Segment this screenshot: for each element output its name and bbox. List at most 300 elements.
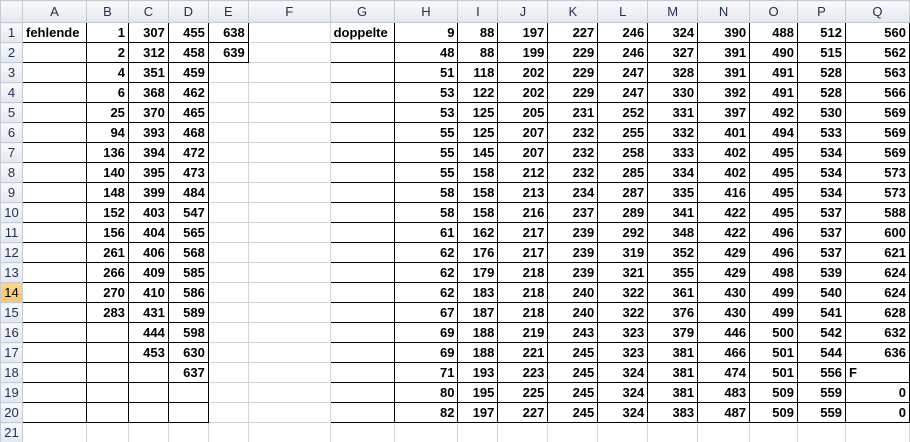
cell[interactable]: 69 [394, 323, 458, 343]
cell[interactable]: 239 [548, 223, 598, 243]
cell[interactable] [22, 43, 86, 63]
cell[interactable]: 586 [168, 283, 208, 303]
cell[interactable]: 323 [598, 343, 648, 363]
cell[interactable]: 188 [458, 343, 498, 363]
row-header[interactable]: 13 [1, 263, 23, 283]
cell[interactable] [598, 423, 648, 442]
cell[interactable] [22, 303, 86, 323]
cell[interactable]: 453 [128, 343, 168, 363]
cell[interactable]: 202 [498, 63, 548, 83]
cell[interactable]: 6 [86, 83, 128, 103]
cell[interactable]: 207 [498, 123, 548, 143]
cell[interactable] [208, 243, 248, 263]
cell[interactable]: 229 [548, 63, 598, 83]
cell[interactable]: 537 [798, 243, 846, 263]
cell[interactable] [394, 423, 458, 442]
cell[interactable]: 335 [648, 183, 698, 203]
cell[interactable]: 370 [128, 103, 168, 123]
cell[interactable]: 202 [498, 83, 548, 103]
cell[interactable]: 462 [168, 83, 208, 103]
cell[interactable]: 495 [750, 163, 798, 183]
cell[interactable] [798, 423, 846, 442]
cell[interactable]: 327 [648, 43, 698, 63]
cell[interactable] [248, 423, 330, 442]
cell[interactable] [330, 303, 394, 323]
cell[interactable] [698, 423, 750, 442]
cell[interactable] [208, 203, 248, 223]
column-header-m[interactable]: M [648, 1, 698, 23]
cell[interactable]: 240 [548, 283, 598, 303]
cell[interactable]: 332 [648, 123, 698, 143]
cell[interactable]: 573 [845, 183, 909, 203]
cell[interactable] [548, 423, 598, 442]
cell[interactable] [330, 183, 394, 203]
cell[interactable]: 498 [750, 263, 798, 283]
cell[interactable]: 58 [394, 203, 458, 223]
cell[interactable] [248, 403, 330, 423]
cell[interactable]: 195 [458, 383, 498, 403]
cell[interactable]: 410 [128, 283, 168, 303]
cell[interactable]: 499 [750, 283, 798, 303]
cell[interactable] [168, 423, 208, 442]
cell[interactable]: 0 [845, 383, 909, 403]
cell[interactable]: 322 [598, 303, 648, 323]
cell[interactable]: 333 [648, 143, 698, 163]
cell[interactable]: 491 [750, 63, 798, 83]
cell[interactable] [458, 423, 498, 442]
cell[interactable]: 528 [798, 83, 846, 103]
cell[interactable] [248, 303, 330, 323]
cell[interactable]: 383 [648, 403, 698, 423]
row-header[interactable]: 8 [1, 163, 23, 183]
cell[interactable]: 237 [548, 203, 598, 223]
cell[interactable]: 62 [394, 283, 458, 303]
cell[interactable]: 55 [394, 123, 458, 143]
cell[interactable] [330, 323, 394, 343]
cell[interactable]: 219 [498, 323, 548, 343]
row-header[interactable]: 19 [1, 383, 23, 403]
cell[interactable] [330, 283, 394, 303]
cell[interactable]: 501 [750, 363, 798, 383]
cell[interactable]: 638 [208, 23, 248, 43]
cell[interactable]: 324 [598, 363, 648, 383]
cell[interactable]: 637 [168, 363, 208, 383]
cell[interactable] [168, 383, 208, 403]
cell[interactable]: 88 [458, 43, 498, 63]
cell[interactable]: 82 [394, 403, 458, 423]
cell[interactable]: 246 [598, 43, 648, 63]
cell[interactable] [330, 123, 394, 143]
cell[interactable]: 621 [845, 243, 909, 263]
cell[interactable] [208, 303, 248, 323]
cell[interactable]: 391 [698, 63, 750, 83]
row-header[interactable]: 7 [1, 143, 23, 163]
column-header-f[interactable]: F [248, 1, 330, 23]
cell[interactable]: 217 [498, 243, 548, 263]
cell[interactable]: 573 [845, 163, 909, 183]
row-header[interactable]: 20 [1, 403, 23, 423]
cell[interactable]: 213 [498, 183, 548, 203]
row-header[interactable]: 21 [1, 423, 23, 442]
cell[interactable]: 243 [548, 323, 598, 343]
cell[interactable]: 266 [86, 263, 128, 283]
cell[interactable] [86, 343, 128, 363]
cell[interactable]: 287 [598, 183, 648, 203]
cell[interactable]: 176 [458, 243, 498, 263]
cell[interactable] [208, 343, 248, 363]
cell[interactable]: 289 [598, 203, 648, 223]
cell[interactable]: 409 [128, 263, 168, 283]
cell[interactable]: 1 [86, 23, 128, 43]
cell[interactable]: 261 [86, 243, 128, 263]
cell[interactable]: 69 [394, 343, 458, 363]
cell[interactable]: 509 [750, 383, 798, 403]
cell[interactable]: 429 [698, 243, 750, 263]
cell[interactable] [22, 143, 86, 163]
cell[interactable] [22, 223, 86, 243]
cell[interactable]: 179 [458, 263, 498, 283]
cell[interactable]: 392 [698, 83, 750, 103]
cell[interactable]: 430 [698, 303, 750, 323]
cell[interactable] [248, 383, 330, 403]
column-header-h[interactable]: H [394, 1, 458, 23]
cell[interactable]: 458 [168, 43, 208, 63]
cell[interactable]: 270 [86, 283, 128, 303]
cell[interactable]: 491 [750, 83, 798, 103]
cell[interactable]: 381 [648, 383, 698, 403]
cell[interactable]: 399 [128, 183, 168, 203]
cell[interactable]: 430 [698, 283, 750, 303]
cell[interactable]: 632 [845, 323, 909, 343]
cell[interactable]: 122 [458, 83, 498, 103]
row-header[interactable]: 1 [1, 23, 23, 43]
cell[interactable]: 403 [128, 203, 168, 223]
cell[interactable]: 239 [548, 243, 598, 263]
column-header-i[interactable]: I [458, 1, 498, 23]
column-header-j[interactable]: J [498, 1, 548, 23]
cell[interactable]: 330 [648, 83, 698, 103]
cell[interactable]: 158 [458, 183, 498, 203]
cell[interactable]: doppelte [330, 23, 394, 43]
cell[interactable]: 217 [498, 223, 548, 243]
cell[interactable]: 492 [750, 103, 798, 123]
cell[interactable] [750, 423, 798, 442]
cell[interactable] [208, 143, 248, 163]
cell[interactable]: 234 [548, 183, 598, 203]
cell[interactable] [248, 43, 330, 63]
cell[interactable]: 67 [394, 303, 458, 323]
cell[interactable] [86, 363, 128, 383]
cell[interactable]: 501 [750, 343, 798, 363]
cell[interactable]: 283 [86, 303, 128, 323]
cell[interactable]: 245 [548, 343, 598, 363]
cell[interactable] [22, 263, 86, 283]
cell[interactable]: 515 [798, 43, 846, 63]
cell[interactable]: 512 [798, 23, 846, 43]
cell[interactable]: 355 [648, 263, 698, 283]
cell[interactable] [22, 363, 86, 383]
column-header-q[interactable]: Q [845, 1, 909, 23]
cell[interactable]: 539 [798, 263, 846, 283]
cell[interactable] [248, 363, 330, 383]
cell[interactable]: 225 [498, 383, 548, 403]
cell[interactable]: 394 [128, 143, 168, 163]
cell[interactable]: 331 [648, 103, 698, 123]
cell[interactable]: 218 [498, 283, 548, 303]
cell[interactable] [330, 103, 394, 123]
cell[interactable]: 600 [845, 223, 909, 243]
cell[interactable]: 158 [458, 163, 498, 183]
cell[interactable]: 239 [548, 263, 598, 283]
cell[interactable]: 2 [86, 43, 128, 63]
cell[interactable] [330, 383, 394, 403]
cell[interactable]: 136 [86, 143, 128, 163]
cell[interactable]: 71 [394, 363, 458, 383]
cell[interactable] [248, 283, 330, 303]
cell[interactable]: 499 [750, 303, 798, 323]
cell[interactable]: 494 [750, 123, 798, 143]
cell[interactable]: 488 [750, 23, 798, 43]
cell[interactable]: 187 [458, 303, 498, 323]
cell[interactable]: 245 [548, 363, 598, 383]
cell[interactable]: 465 [168, 103, 208, 123]
cell[interactable]: 323 [598, 323, 648, 343]
cell[interactable]: 483 [698, 383, 750, 403]
cell[interactable]: 446 [698, 323, 750, 343]
cell[interactable]: 324 [648, 23, 698, 43]
cell[interactable]: 468 [168, 123, 208, 143]
cell[interactable]: 416 [698, 183, 750, 203]
cell[interactable]: 459 [168, 63, 208, 83]
row-header[interactable]: 4 [1, 83, 23, 103]
cell[interactable] [22, 283, 86, 303]
cell[interactable] [208, 123, 248, 143]
cell[interactable] [330, 63, 394, 83]
row-header[interactable]: 2 [1, 43, 23, 63]
cell[interactable] [128, 383, 168, 403]
cell[interactable] [330, 43, 394, 63]
cell[interactable]: 247 [598, 63, 648, 83]
cell[interactable] [86, 383, 128, 403]
cell[interactable] [22, 323, 86, 343]
cell[interactable]: 496 [750, 223, 798, 243]
cell[interactable]: 322 [598, 283, 648, 303]
cell[interactable]: 562 [845, 43, 909, 63]
cell[interactable]: 381 [648, 343, 698, 363]
cell[interactable]: 240 [548, 303, 598, 323]
row-header[interactable]: 6 [1, 123, 23, 143]
cell[interactable]: 569 [845, 103, 909, 123]
cell[interactable]: 255 [598, 123, 648, 143]
cell[interactable]: 218 [498, 263, 548, 283]
cell[interactable]: 568 [168, 243, 208, 263]
cell[interactable]: 544 [798, 343, 846, 363]
cell[interactable]: 639 [208, 43, 248, 63]
cell[interactable]: 391 [698, 43, 750, 63]
cell[interactable]: 495 [750, 183, 798, 203]
cell[interactable]: 559 [798, 383, 846, 403]
cell[interactable]: 444 [128, 323, 168, 343]
cell[interactable] [248, 243, 330, 263]
cell[interactable]: 537 [798, 223, 846, 243]
cell[interactable]: 62 [394, 263, 458, 283]
cell[interactable]: 193 [458, 363, 498, 383]
cell[interactable]: 628 [845, 303, 909, 323]
cell[interactable]: 490 [750, 43, 798, 63]
cell[interactable]: 252 [598, 103, 648, 123]
cell[interactable]: 397 [698, 103, 750, 123]
cell[interactable]: 148 [86, 183, 128, 203]
cell[interactable] [168, 403, 208, 423]
cell[interactable] [248, 323, 330, 343]
cell[interactable]: 0 [845, 403, 909, 423]
column-header-n[interactable]: N [698, 1, 750, 23]
cell[interactable]: 292 [598, 223, 648, 243]
cell[interactable]: 145 [458, 143, 498, 163]
cell[interactable]: 368 [128, 83, 168, 103]
row-header[interactable]: 15 [1, 303, 23, 323]
cell[interactable] [248, 63, 330, 83]
cell[interactable] [22, 123, 86, 143]
cell[interactable] [22, 63, 86, 83]
cell[interactable]: 528 [798, 63, 846, 83]
cell[interactable]: 598 [168, 323, 208, 343]
cell[interactable] [128, 423, 168, 442]
cell[interactable]: 9 [394, 23, 458, 43]
cell[interactable] [330, 343, 394, 363]
cell[interactable] [248, 83, 330, 103]
cell[interactable] [208, 163, 248, 183]
cell[interactable]: 542 [798, 323, 846, 343]
row-header[interactable]: 17 [1, 343, 23, 363]
cell[interactable] [22, 383, 86, 403]
cell[interactable] [22, 163, 86, 183]
cell[interactable]: 588 [845, 203, 909, 223]
cell[interactable]: 376 [648, 303, 698, 323]
cell[interactable]: 395 [128, 163, 168, 183]
cell[interactable]: 341 [648, 203, 698, 223]
cell[interactable] [86, 403, 128, 423]
column-header-e[interactable]: E [208, 1, 248, 23]
cell[interactable] [248, 263, 330, 283]
cell[interactable]: 321 [598, 263, 648, 283]
column-header-l[interactable]: L [598, 1, 648, 23]
cell[interactable]: 48 [394, 43, 458, 63]
cell[interactable]: 540 [798, 283, 846, 303]
cell[interactable]: 232 [548, 143, 598, 163]
cell[interactable] [248, 223, 330, 243]
column-header-p[interactable]: P [798, 1, 846, 23]
cell[interactable] [330, 423, 394, 442]
row-header[interactable]: 11 [1, 223, 23, 243]
cell[interactable] [128, 403, 168, 423]
cell[interactable]: 307 [128, 23, 168, 43]
cell[interactable]: 509 [750, 403, 798, 423]
cell[interactable] [208, 403, 248, 423]
cell[interactable]: 534 [798, 163, 846, 183]
column-header-c[interactable]: C [128, 1, 168, 23]
cell[interactable] [330, 223, 394, 243]
cell[interactable]: 569 [845, 143, 909, 163]
cell[interactable]: 229 [548, 83, 598, 103]
cell[interactable]: 466 [698, 343, 750, 363]
cell[interactable]: 207 [498, 143, 548, 163]
cell[interactable] [22, 243, 86, 263]
cell[interactable]: 401 [698, 123, 750, 143]
cell[interactable]: 455 [168, 23, 208, 43]
cell[interactable]: 569 [845, 123, 909, 143]
cell[interactable] [208, 363, 248, 383]
cell[interactable]: 472 [168, 143, 208, 163]
cell[interactable]: 402 [698, 163, 750, 183]
cell[interactable] [330, 83, 394, 103]
cell[interactable] [22, 423, 86, 442]
cell[interactable] [208, 103, 248, 123]
row-header[interactable]: 3 [1, 63, 23, 83]
cell[interactable] [208, 283, 248, 303]
cell[interactable]: 247 [598, 83, 648, 103]
column-header-o[interactable]: O [750, 1, 798, 23]
cell[interactable] [648, 423, 698, 442]
cell[interactable]: 158 [458, 203, 498, 223]
cell[interactable]: 80 [394, 383, 458, 403]
cell[interactable]: 140 [86, 163, 128, 183]
cell[interactable]: 324 [598, 383, 648, 403]
cell[interactable] [86, 423, 128, 442]
cell[interactable]: 541 [798, 303, 846, 323]
column-header-g[interactable]: G [330, 1, 394, 23]
cell[interactable]: 231 [548, 103, 598, 123]
cell[interactable] [208, 83, 248, 103]
cell[interactable]: 429 [698, 263, 750, 283]
cell[interactable]: 53 [394, 83, 458, 103]
cell[interactable]: 496 [750, 243, 798, 263]
cell[interactable]: 636 [845, 343, 909, 363]
cell[interactable]: 53 [394, 103, 458, 123]
cell[interactable]: 125 [458, 103, 498, 123]
cell[interactable]: 312 [128, 43, 168, 63]
cell[interactable] [330, 263, 394, 283]
cell[interactable]: 188 [458, 323, 498, 343]
cell[interactable]: 474 [698, 363, 750, 383]
cell[interactable]: 229 [548, 43, 598, 63]
cell[interactable] [208, 63, 248, 83]
cell[interactable]: 88 [458, 23, 498, 43]
cell[interactable] [22, 83, 86, 103]
cell[interactable]: 118 [458, 63, 498, 83]
row-header[interactable]: 9 [1, 183, 23, 203]
cell[interactable]: 223 [498, 363, 548, 383]
cell[interactable]: 402 [698, 143, 750, 163]
cell[interactable] [248, 183, 330, 203]
cell[interactable]: 537 [798, 203, 846, 223]
column-header-d[interactable]: D [168, 1, 208, 23]
cell[interactable]: 473 [168, 163, 208, 183]
cell[interactable]: 534 [798, 143, 846, 163]
cell[interactable]: 390 [698, 23, 750, 43]
cell[interactable]: 258 [598, 143, 648, 163]
cell[interactable]: 25 [86, 103, 128, 123]
cell[interactable]: 227 [548, 23, 598, 43]
cell[interactable]: 547 [168, 203, 208, 223]
cell[interactable] [208, 383, 248, 403]
cell[interactable] [128, 363, 168, 383]
cell[interactable]: 334 [648, 163, 698, 183]
cell[interactable]: 361 [648, 283, 698, 303]
cell[interactable] [330, 163, 394, 183]
cell[interactable]: 152 [86, 203, 128, 223]
cell[interactable]: 232 [548, 163, 598, 183]
